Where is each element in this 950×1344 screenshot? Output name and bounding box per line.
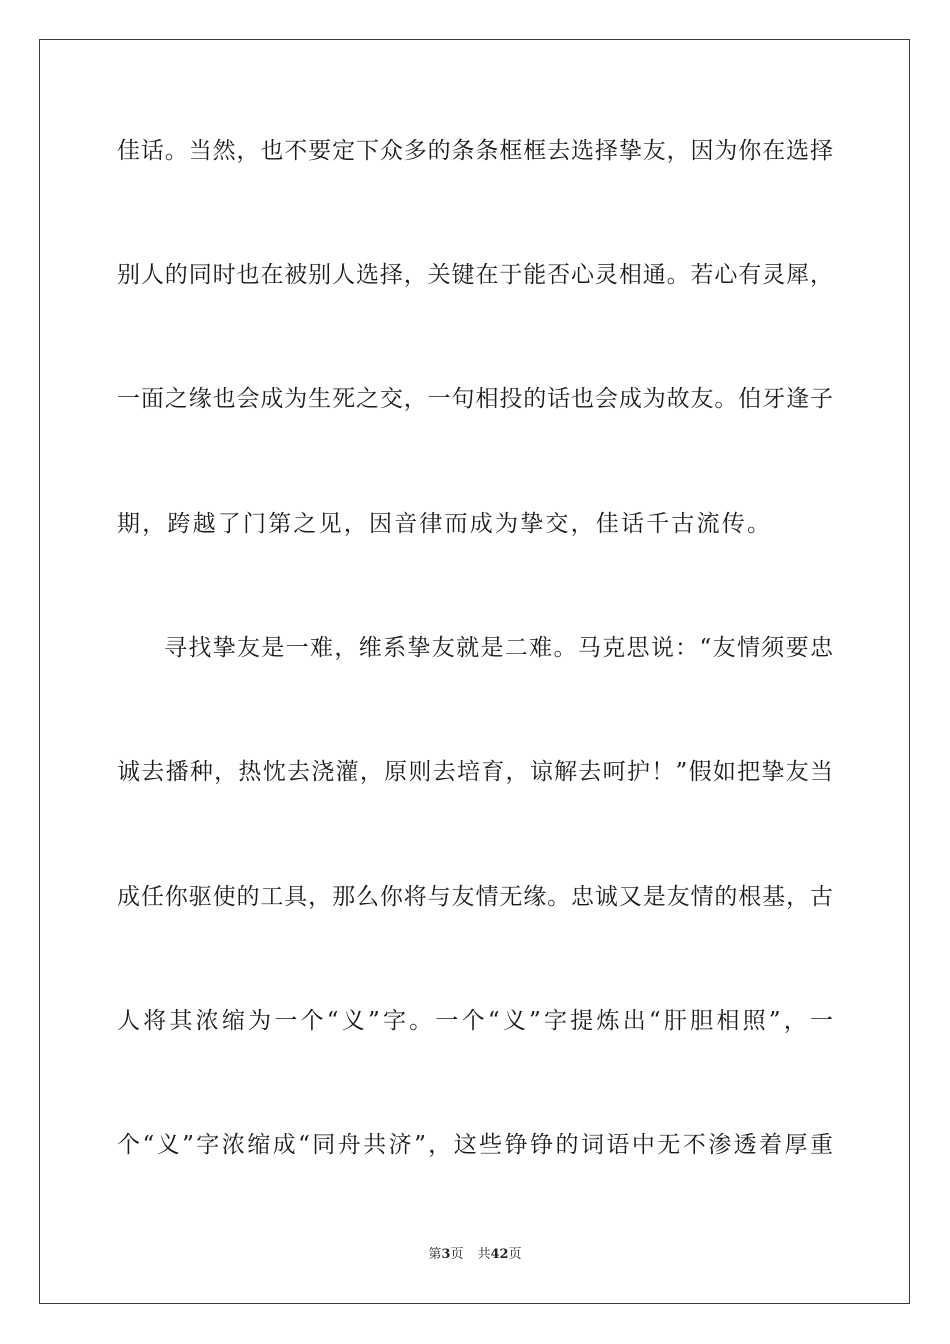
page-footer [0, 1246, 950, 1264]
text-line-3: 一面之缘也会成为生死之交，一句相投的话也会成为故友。伯牙逢子 [117, 386, 833, 412]
footer-total-pages: 42 [490, 1247, 509, 1262]
text-line-2: 别人的同时也在被别人选择，关键在于能否心灵相通。若心有灵犀， [117, 262, 833, 288]
text-line-6: 诚去播种，热忱去浇灌，原则去培育，谅解去呵护！”假如把挚友当 [117, 759, 833, 785]
footer-total-suffix: 页 [508, 1247, 522, 1262]
footer-page-number: 3 [441, 1247, 451, 1262]
footer-page-suffix: 页 [450, 1247, 464, 1262]
footer-total-prefix: 共 [477, 1247, 491, 1262]
text-line-4: 期，跨越了门第之见，因音律而成为挚交，佳话千古流传。 [117, 511, 773, 537]
footer-page-prefix: 第 [428, 1247, 442, 1262]
text-line-1: 佳话。当然，也不要定下众多的条条框框去选择挚友，因为你在选择 [117, 138, 833, 164]
text-line-5: 寻找挚友是一难，维系挚友就是二难。马克思说：“友情须要忠 [164, 635, 833, 661]
text-line-8: 人将其浓缩为一个“义”字。一个“义”字提炼出“肝胆相照”，一 [117, 1008, 833, 1034]
text-line-7: 成任你驱使的工具，那么你将与友情无缘。忠诚又是友情的根基，古 [117, 884, 833, 910]
text-line-9: 个“义”字浓缩成“同舟共济”，这些铮铮的词语中无不渗透着厚重 [117, 1132, 833, 1158]
page-frame [39, 39, 910, 1304]
